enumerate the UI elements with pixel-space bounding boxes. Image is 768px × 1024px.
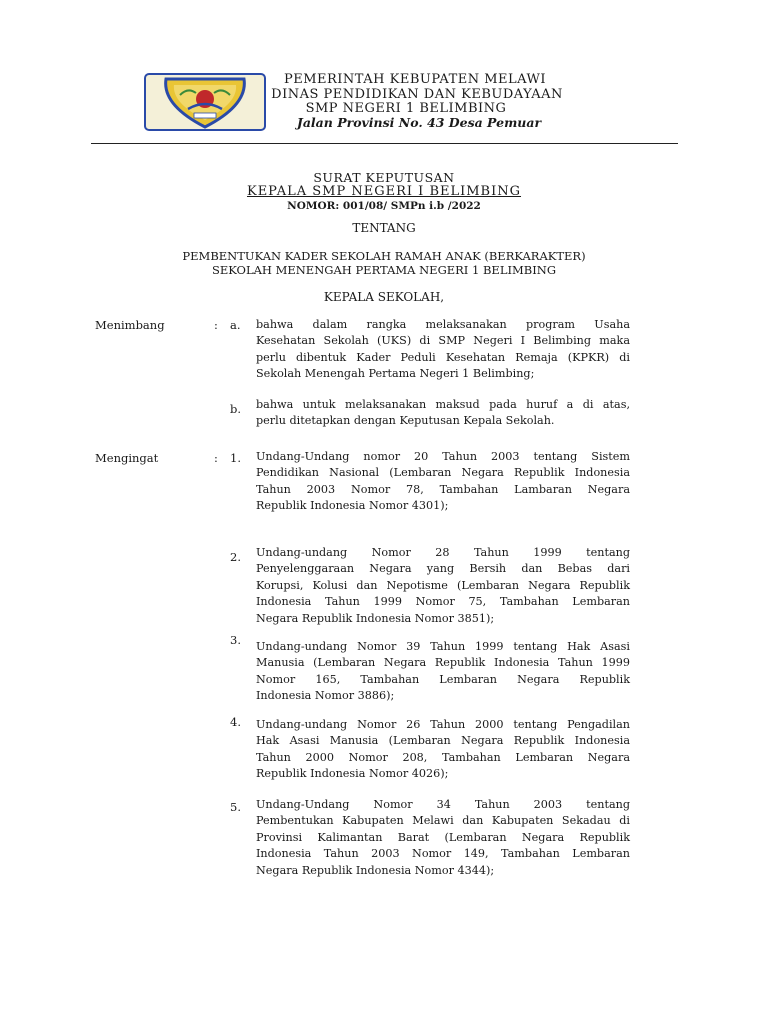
doc-about: TENTANG [352, 221, 416, 235]
letterhead-department: DINAS PENDIDIKAN DAN KEBUDAYAAN [271, 87, 563, 102]
mengingat-item-2: Undang-undang Nomor 28 Tahun 1999 tentang Penyelenggaraan Negara yang Bersih dan Bebas dari Korupsi, Kolusi dan Nepotisme (Lembaran Negara Republik Indonesia Tahun 1999 Nomor 75, Tambahan Lembaran Negara Republik Indonesia Nomor 3851); [256, 546, 630, 625]
mengingat-item-5: Undang-Undang Nomor 34 Tahun 2003 tentang Pembentukan Kabupaten Melawi dan Kabupaten Sekadau di Provinsi Kalimantan Barat (Lembaran Negara Republik Indonesia Tahun 2003 Nomor 149, Tambahan Lembaran Negara Republik Indonesia Nomor 4344); [256, 798, 630, 877]
mengingat-marker-2: 2. [230, 550, 241, 564]
mengingat-marker-4: 4. [230, 715, 241, 729]
header-divider [91, 143, 678, 144]
mengingat-colon: : [214, 451, 218, 465]
menimbang-colon: : [214, 318, 218, 332]
doc-subject-line1: PEMBENTUKAN KADER SEKOLAH RAMAH ANAK (BERKARAKTER) [182, 249, 586, 263]
doc-signatory: KEPALA SEKOLAH, [323, 290, 445, 304]
doc-subject-line2: SEKOLAH MENENGAH PERTAMA NEGERI 1 BELIMBING [211, 263, 557, 277]
mengingat-marker-5: 5. [230, 800, 241, 814]
mengingat-item-4: Undang-undang Nomor 26 Tahun 2000 tentang Pengadilan Hak Asasi Manusia (Lembaran Negara Republik Indonesia Tahun 2000 Nomor 208, Tambahan Lembaran Negara Republik Indonesia Nomor 4026); [256, 718, 630, 781]
doc-type: SURAT KEPUTUSAN [313, 170, 455, 185]
letterhead-government: PEMERINTAH KEBUPATEN MELAWI [283, 72, 547, 87]
menimbang-item-b: bahwa untuk melaksanakan maksud pada huruf a di atas, perlu ditetapkan dengan Keputusan Kepala Sekolah. [256, 398, 630, 428]
mengingat-item-1: Undang-Undang nomor 20 Tahun 2003 tentang Sistem Pendidikan Nasional (Lembaran Negara Republik Indonesia Tahun 2003 Nomor 78, Tambahan Lambaran Negara Republik Indonesia Nomor 4301); [256, 450, 630, 513]
letterhead-school: SMP NEGERI 1 BELIMBING [305, 101, 507, 116]
mengingat-marker-1: 1. [230, 451, 241, 465]
menimbang-item-a: bahwa dalam rangka melaksanakan program Usaha Kesehatan Sekolah (UKS) di SMP Negeri I Belimbing maka perlu dibentuk Kader Peduli Kesehatan Remaja (KPKR) di Sekolah Menengah Pertama Negeri 1 Belimbing; [256, 318, 630, 381]
letterhead-address: Jalan Provinsi No. 43 Desa Pemuar [296, 115, 542, 130]
mengingat-marker-3: 3. [230, 633, 241, 647]
menimbang-marker-b: b. [230, 402, 242, 416]
menimbang-marker-a: a. [230, 318, 241, 332]
menimbang-label: Menimbang [95, 318, 165, 332]
mengingat-label: Mengingat [95, 451, 159, 465]
mengingat-item-3: Undang-undang Nomor 39 Tahun 1999 tentang Hak Asasi Manusia (Lembaran Negara Republik Indonesia Tahun 1999 Nomor 165, Tambahan Lembaran Negara Republik Indonesia Nomor 3886); [256, 640, 630, 703]
doc-number: NOMOR: 001/08/ SMPn i.b /2022 [287, 200, 481, 212]
doc-issuer: KEPALA SMP NEGERI I BELIMBING [246, 184, 522, 199]
